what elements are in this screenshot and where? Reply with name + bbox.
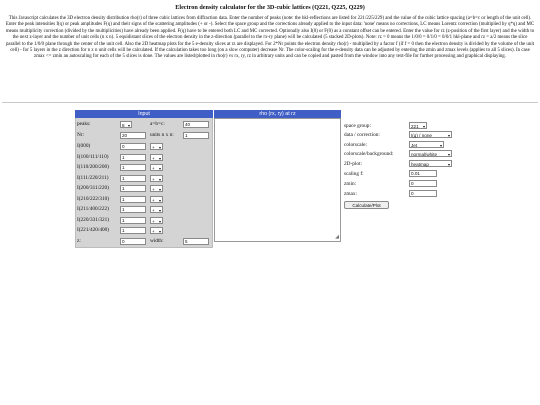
intensity-label: I(211/400/222)	[77, 206, 109, 212]
chevron-down-icon: ▾	[447, 133, 450, 138]
rho-output-textarea[interactable]	[214, 118, 341, 242]
sign-value: +	[152, 176, 155, 182]
intensity-input[interactable]: 1	[120, 185, 146, 192]
chevron-down-icon: ▾	[158, 176, 161, 182]
intensity-label: I(100/111/110)	[77, 153, 109, 160]
space-group-select[interactable]: 221 ▾	[411, 124, 425, 129]
colorscale-background-label: colorscale/background:	[344, 151, 394, 157]
intensity-label: I(111/220/211)	[77, 174, 109, 181]
plot-2d-label: 2D-plot:	[344, 161, 362, 167]
plot-2d-select[interactable]: heatmap ▾	[411, 162, 450, 167]
space-group-label: space group:	[344, 123, 371, 129]
chevron-down-icon: ▾	[158, 187, 161, 192]
sign-value: +	[152, 187, 155, 192]
scaling-label: scaling f:	[344, 171, 364, 177]
sign-value: +	[152, 197, 155, 203]
chevron-down-icon: ▾	[127, 123, 130, 128]
resize-grip-icon[interactable]: ◢	[335, 235, 339, 240]
data-correction-select[interactable]: I(q) / none ▾	[411, 133, 450, 138]
sign-select[interactable]	[150, 196, 163, 203]
width-label: width:	[150, 238, 164, 244]
sign-select[interactable]	[150, 175, 163, 182]
chevron-down-icon: ▾	[439, 143, 442, 148]
sign-select[interactable]	[150, 143, 163, 150]
calculate-plot-button[interactable]: Calculate/Plot	[344, 201, 389, 209]
data-correction-label: data / correction:	[344, 132, 380, 138]
chevron-down-icon: ▾	[158, 208, 161, 213]
z-label: z:	[77, 238, 81, 244]
abc-label: a=b=c:	[150, 121, 165, 127]
rho-header: rho (rx, ry) at rz	[214, 110, 341, 118]
sign-value: +	[152, 218, 155, 224]
intensity-label: I(210/222/310)	[77, 195, 110, 202]
intensity-label: I(110/200/200)	[77, 164, 109, 170]
chevron-down-icon: ▾	[447, 152, 450, 157]
description-text: This Javascript calculates the 3D electron density distribution rho(r) of three cubic lattices from diffraction data. Enter the number of peaks (note: the hkl-reflections are listed for 221/225/229) and the value of the cubic lattice spacing (a=b=c or length of the unit cell). Enter the peak intensities I(q) or peak amplitudes F(q) and their signs of the scattering amplitudes (+ or -). Select the space group and the corrections already applied to the input data: 'none' means no corrections, LC means Lorentz correction (multiplied by q*q) and MC means multiplicity correction (divided by the multiplicities) have already been applied. F(q) have to be entered both LC and MC corrected. Optionally also I(0) or F(0) as a constant offset can be entered. Enter the value for rz (z-position of the first layer) and the width to the next z-layer and the number of unit cells (n x n). 5 equidistant slices of the electron density in the z-direction (parallel to the rx-ry plane) will be calculated (5 stacked 2D-plots). Note: rz = 0 means the 1/0/0 = 0/1/0 = 0/0/1 hkl-plane and rz = a/2 means the slice parallel to the 1/0/0 plane through the center of the unit cell. Also the 2D heatmap plots for the 5 e-density slices at rz are displayed. For 2*Nr points the electron density rho(r) - multiplied by a factor f (if f = 0 then the electron density is divided by the volume of the unit cell) - for 5 layers in the z direction for n x n unit cells will be calculated. If the calculation takes too long (on a slow computer) decrease Nr. The color-scaling for the e-density data can be adjusted by entering the zmin and zmax levels (applies to all 5 slices). In case zmax <= zmin an autoscaling for each of the 5 slices is done. The values are listed/plotted in rho(r) vs rx, ry, rz in arbitrary units and can be copied and pasted from the window into any text-file for further processing and graphical displaying.	[5, 16, 535, 60]
scaling-input[interactable]: 0.01	[409, 170, 437, 177]
colorscale-background-select[interactable]: normal/white ▾	[411, 152, 450, 157]
zmax-label: zmax:	[344, 191, 357, 197]
intensity-label: I(220/331/321)	[77, 216, 110, 223]
intensity-input[interactable]: 1	[120, 217, 146, 224]
page-title: Electron density calculator for the 3D-cubic lattices (Q221, Q225, Q229)	[175, 4, 365, 11]
sign-select[interactable]	[150, 217, 163, 224]
zmin-input[interactable]: 0	[409, 180, 437, 187]
units-label: units n x n:	[150, 132, 174, 138]
input-header: Input	[75, 110, 213, 118]
intensity-input[interactable]: 1	[120, 206, 146, 213]
chevron-down-icon: ▾	[158, 229, 161, 234]
chevron-down-icon: ▾	[158, 218, 161, 224]
z-input[interactable]: 0	[120, 238, 146, 245]
chevron-down-icon: ▾	[158, 145, 161, 150]
intensity-label: I(200/311/220)	[77, 185, 109, 191]
chevron-down-icon: ▾	[158, 166, 161, 171]
divider	[2, 102, 538, 103]
sign-value: +	[152, 145, 155, 150]
sign-select[interactable]	[150, 164, 163, 171]
peaks-label: peaks:	[77, 121, 91, 127]
colorscale-label: colorscale:	[344, 142, 367, 148]
sign-select[interactable]	[150, 185, 163, 192]
sign-value: +	[152, 208, 155, 213]
units-input[interactable]: 1	[183, 132, 209, 139]
sign-select[interactable]	[150, 154, 163, 161]
sign-value: +	[152, 229, 155, 234]
sign-value: +	[152, 155, 155, 161]
nr-input[interactable]: 20	[120, 132, 146, 139]
chevron-down-icon: ▾	[447, 162, 450, 167]
sign-value: +	[152, 166, 155, 171]
width-input[interactable]: 5	[183, 238, 209, 245]
chevron-down-icon: ▾	[158, 155, 161, 161]
intensity-label: I(221/420/400)	[77, 227, 110, 233]
zmax-input[interactable]: 0	[409, 190, 437, 197]
intensity-input[interactable]: 1	[120, 175, 146, 182]
nr-label: Nr:	[77, 132, 85, 138]
peaks-select[interactable]: 8 ▾	[122, 123, 130, 128]
lattice-spacing-input[interactable]: 40	[183, 121, 209, 128]
chevron-down-icon: ▾	[422, 124, 425, 129]
sign-select[interactable]	[150, 206, 163, 213]
intensity-input[interactable]: 1	[120, 196, 146, 203]
intensity-input[interactable]: 1	[120, 154, 146, 161]
sign-select[interactable]	[150, 227, 163, 234]
intensity-input[interactable]: 1	[120, 227, 146, 234]
intensity-input[interactable]: 0	[120, 143, 146, 150]
intensity-input[interactable]: 1	[120, 164, 146, 171]
zmin-label: zmin:	[344, 181, 357, 187]
intensity-label: I(000)	[77, 143, 91, 149]
colorscale-select[interactable]: Jet ▾	[411, 143, 442, 148]
chevron-down-icon: ▾	[158, 197, 161, 203]
